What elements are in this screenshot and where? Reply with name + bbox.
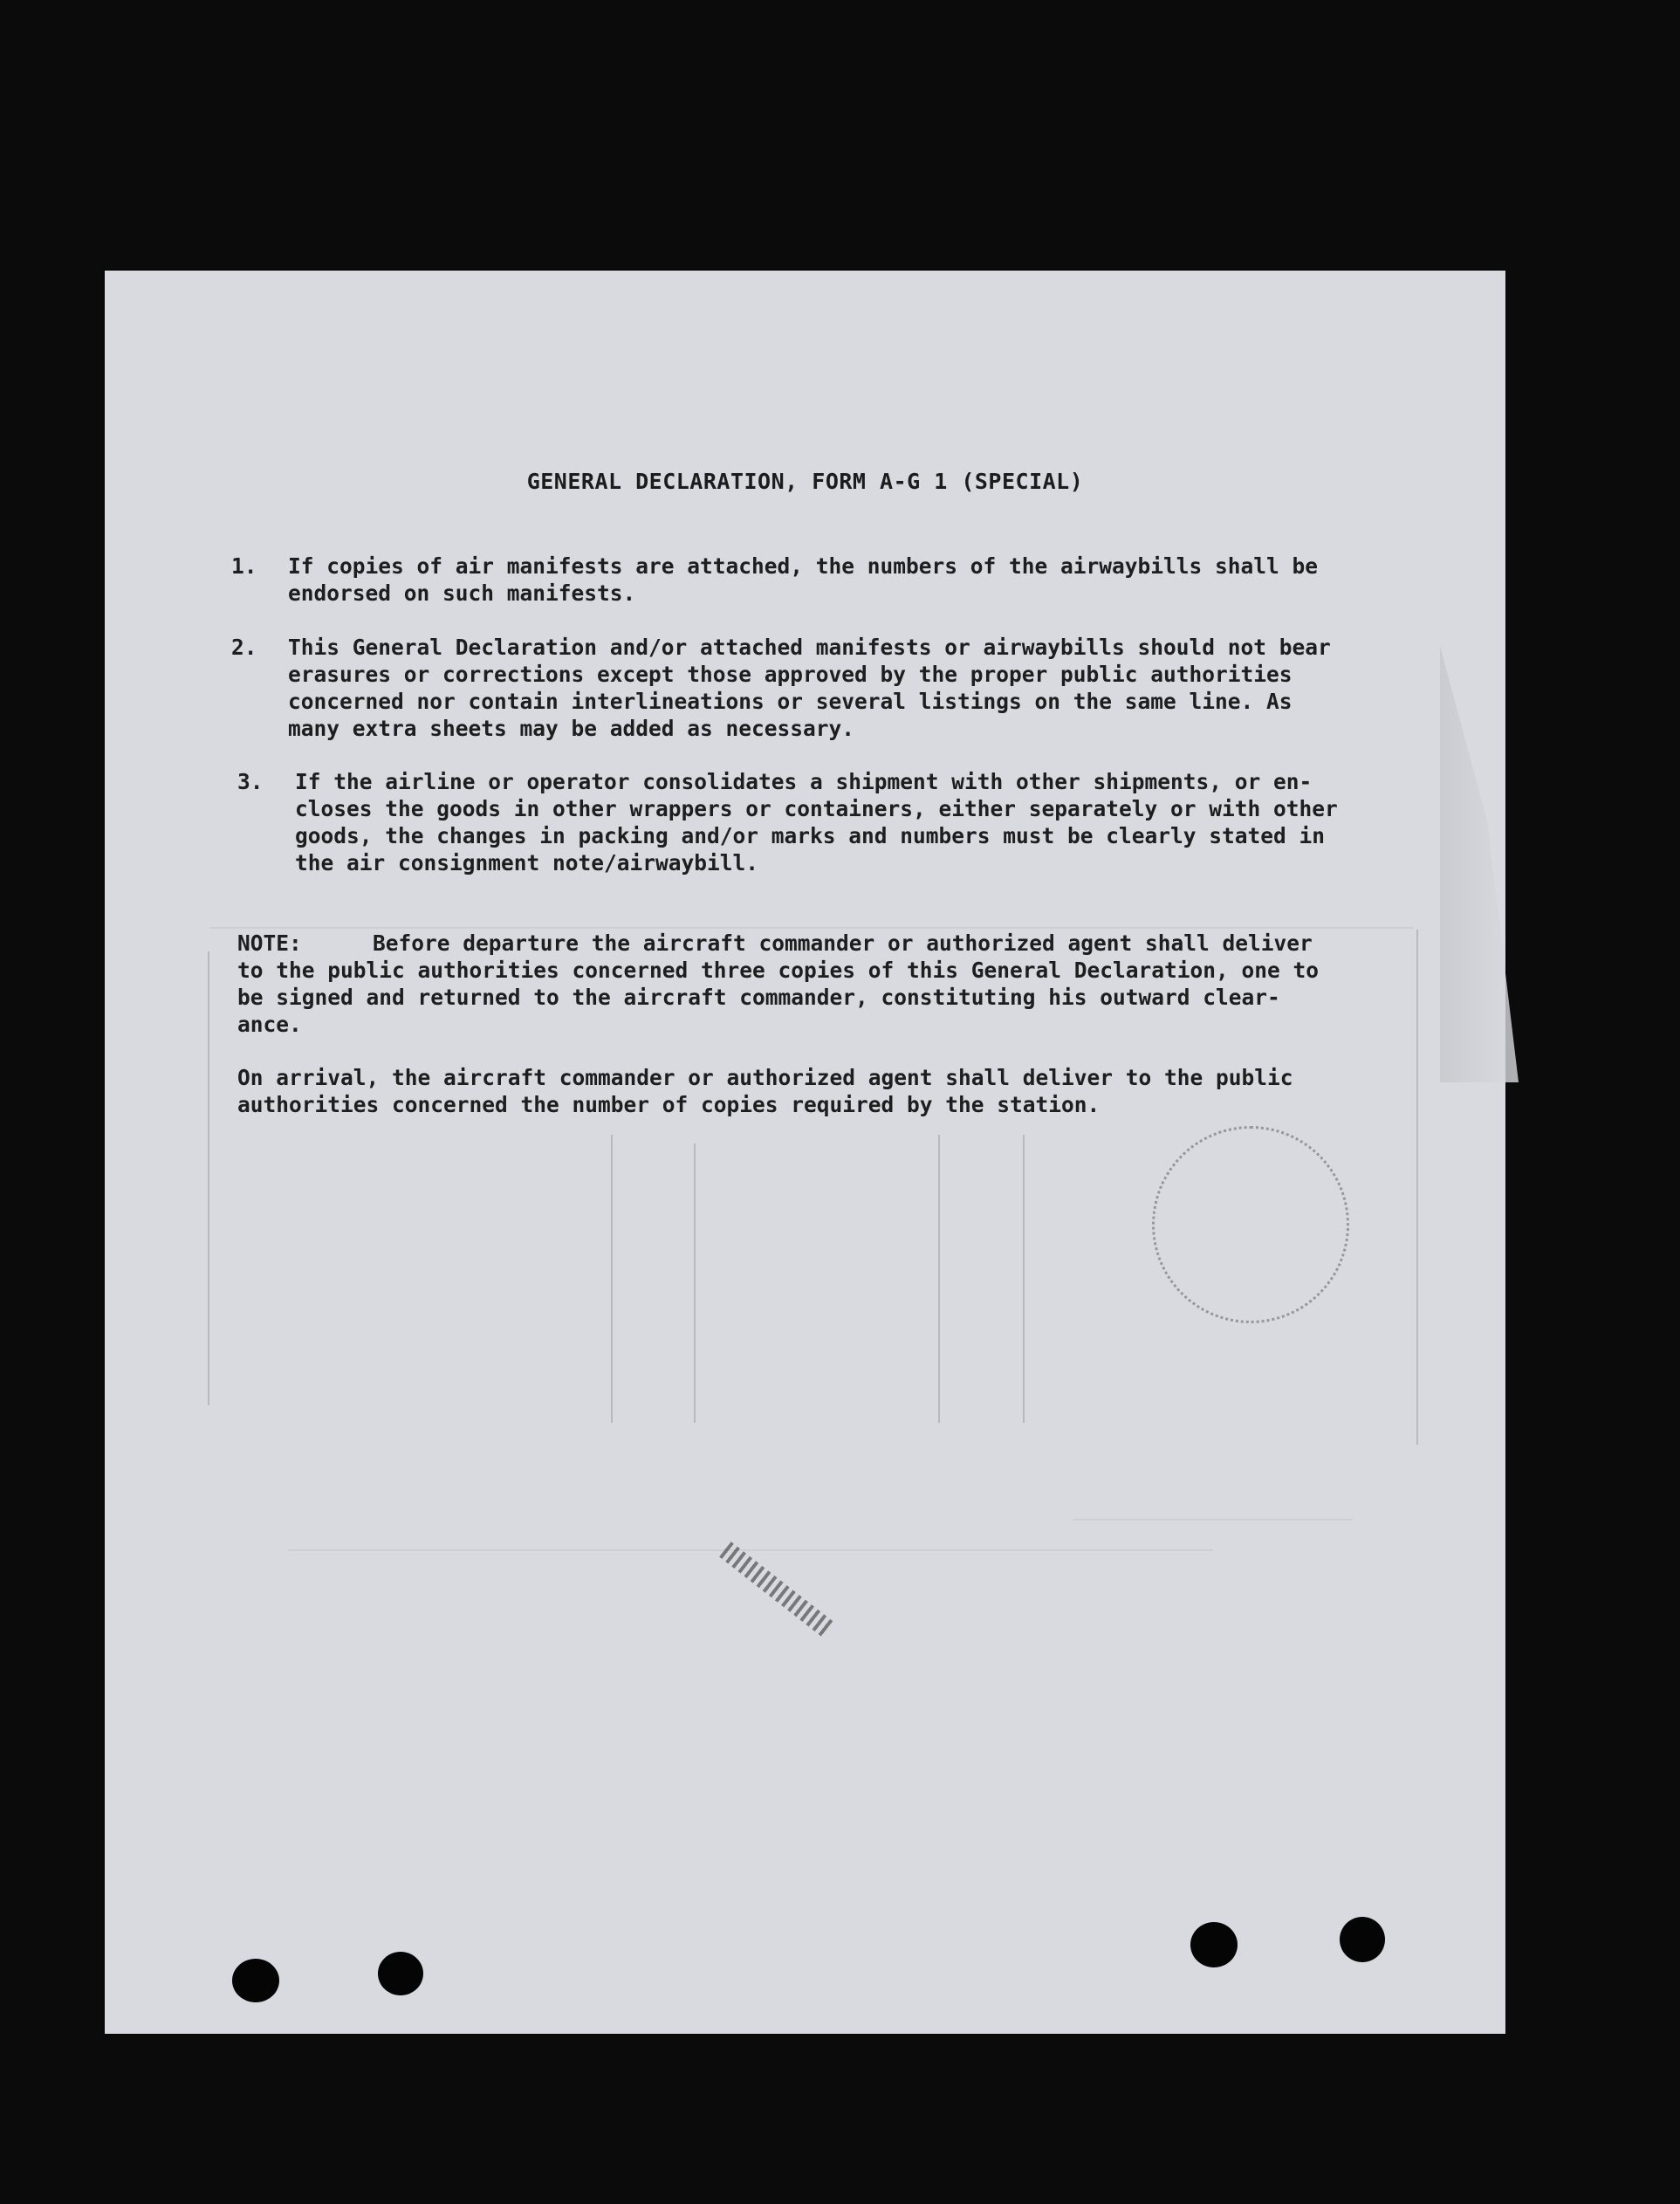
list-item — [237, 768, 1394, 882]
note-line — [237, 930, 1389, 957]
punch-hole — [232, 1959, 279, 2002]
item-number: 3. — [237, 769, 264, 794]
form-title: GENERAL DECLARATION, FORM A-G 1 (SPECIAL) — [526, 469, 1084, 494]
note-paragraph — [237, 930, 1389, 1038]
faint-stamp — [1152, 1126, 1349, 1323]
note-line: to the public authorities concerned three copies of this General Declaration, one to — [237, 958, 1320, 983]
list-item — [231, 634, 1379, 747]
table-rule — [1416, 930, 1418, 1445]
table-rule — [208, 951, 209, 1405]
item-line: goods, the changes in packing and/or marks and numbers must be clearly stated in — [295, 823, 1326, 848]
table-rule — [694, 1143, 696, 1423]
item-number: 2. — [231, 635, 257, 660]
punch-hole — [378, 1952, 423, 1995]
item-line: If copies of air manifests are attached, the numbers of the airwaybills shall be — [288, 553, 1319, 579]
item-line: the air consignment note/airwaybill. — [295, 850, 759, 875]
table-rule — [1023, 1135, 1025, 1423]
item-text — [288, 553, 1379, 607]
item-line: closes the goods in other wrappers or containers, either separately or with other — [295, 796, 1338, 821]
arrival-line: On arrival, the aircraft commander or authorized agent shall deliver to the public — [237, 1065, 1293, 1090]
table-rule — [938, 1135, 940, 1423]
note-line: ance. — [237, 1012, 302, 1037]
arrival-line: authorities concerned the number of copies required by the station. — [237, 1092, 1101, 1117]
item-line: This General Declaration and/or attached manifests or airwaybills should not bear — [288, 635, 1331, 660]
item-text — [295, 768, 1390, 876]
note-label: NOTE: — [237, 930, 302, 956]
arrival-paragraph — [237, 1064, 1389, 1118]
list-item — [231, 553, 1379, 614]
item-text — [288, 634, 1379, 742]
item-line: concerned nor contain interlineations or several listings on the same line. As — [288, 689, 1293, 714]
table-rule — [611, 1135, 613, 1423]
bleed-through-line — [209, 927, 1414, 929]
note-text: Before departure the aircraft commander or authorized agent shall deliver — [373, 930, 1313, 956]
item-line: endorsed on such manifests. — [288, 580, 636, 606]
punch-hole — [1190, 1922, 1238, 1967]
item-line: erasures or corrections except those approved by the proper public authorities — [288, 662, 1293, 687]
item-line: If the airline or operator consolidates a shipment with other shipments, or en- — [295, 769, 1313, 794]
punch-hole — [1340, 1917, 1385, 1962]
bleed-through-line — [1073, 1519, 1353, 1521]
note-line: be signed and returned to the aircraft commander, constituting his outward clear- — [237, 985, 1280, 1010]
bleed-through-line — [288, 1549, 1213, 1551]
item-line: many extra sheets may be added as necessary. — [288, 716, 855, 741]
item-number: 1. — [231, 553, 257, 579]
